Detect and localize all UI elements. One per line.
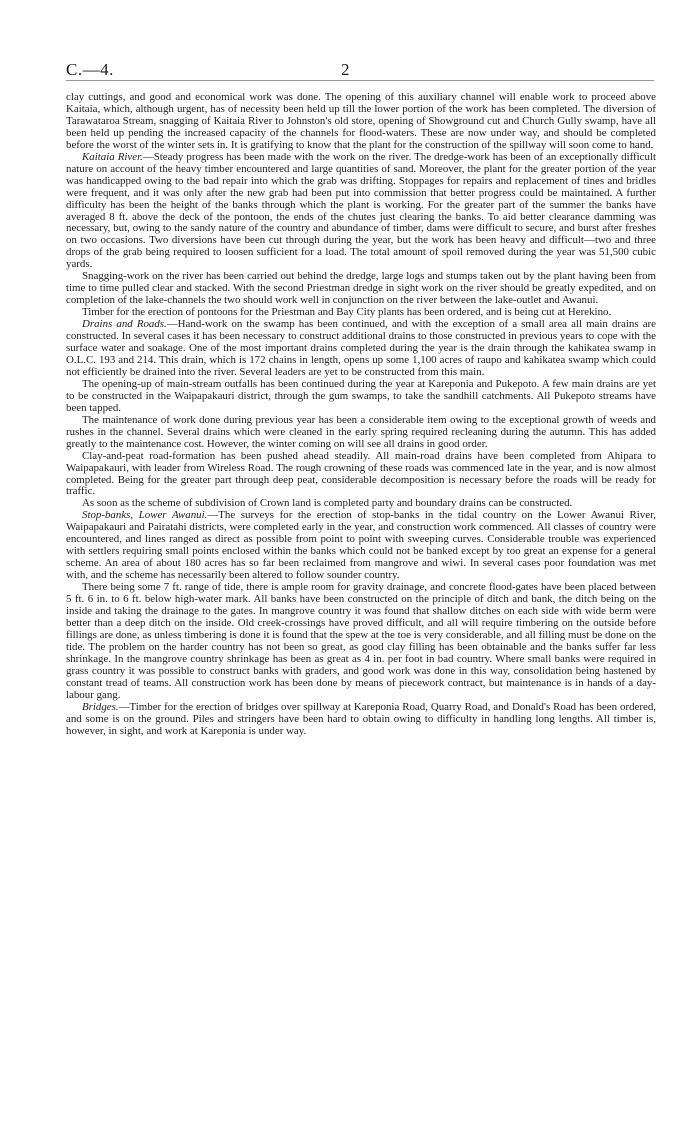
paragraph-lead: Kaitaia River. — [82, 150, 143, 163]
paragraph-text: The opening-up of main-stream outfalls has been continued during the year at Kareponia and Pukepoto. A few main drains are yet to be constructed in the Waipapakauri district, through the gum swamps, to take the sandhill catchments. All Pukepoto streams have been tapped. — [66, 377, 656, 414]
paragraph-lead: Bridges. — [82, 700, 119, 713]
header-divider — [66, 80, 654, 81]
paragraph-6 — [66, 379, 656, 415]
paragraph-text: Snagging-work on the river has been carried out behind the dredge, large logs and stumps taken out by the plant having been from time to time pulled clear and stacked. With the second Priestman dredge in sight work on the river should be greatly expedited, and on completion of the lake-channels the two should work well in conjunction on the river between the lake-outlet and Awanui. — [66, 270, 656, 307]
paragraph-text: As soon as the scheme of subdivision of Crown land is completed party and boundary drains can be constructed. — [82, 497, 573, 510]
paragraph-8 — [66, 451, 656, 499]
paragraph-text: —Timber for the erection of bridges over spillway at Kareponia Road, Quarry Road, and Donald's Road has been ordered, and some is on the ground. Piles and stringers have been hard to obtain owing to difficulty in handling long lengths. All timber is, however, in sight, and work at Kareponia is under way. — [66, 700, 656, 737]
paragraph-7 — [66, 415, 656, 451]
paragraph-5 — [66, 319, 656, 379]
paragraph-text: —Steady progress has been made with the work on the river. The dredge-work has been of an exceptionally difficult nature on account of the heavy timber encountered and large quantities of sand. Moreover, the plant for the greater portion of the year was handicapped owing to the bad repair into which the grab was drifting. Stoppages for repairs and replacement of tines and bridles were frequent, and it was only after the new grab had been put into commission that better progress could be maintained. A further difficulty has been the height of the banks through which the plant is working. For the greater part of the summer the banks have averaged 8 ft. above the deck of the pontoon, the ends of the chutes just clearing the banks. To aid better clearance damming was necessary, but, owing to the sandy nature of the country and abundance of timber, dams were difficult to secure, and burst after freshes on two occasions. Two diversions have been cut through during the year, but the work has been heavy and difficult—two and three drops of the grab being required to loosen sufficient for a load. The total amount of spoil removed during the year was 51,500 cubic yards. — [66, 150, 657, 271]
paragraph-11 — [66, 582, 656, 702]
paragraph-text: Clay-and-peat road-formation has been pushed ahead steadily. All main-road drains have been completed from Ahipara to Waipapakauri, with leader from Wireless Road. The rough crowning of these roads was commenced late in the year, and is now almost completed. Being for the greater part through deep peat, considerable decomposition is necessary before the roads will be ready for traffic. — [66, 449, 656, 498]
paragraph-lead: Drains and Roads. — [82, 318, 167, 331]
paragraph-2 — [66, 152, 656, 272]
paragraph-text: Timber for the erection of pontoons for the Priestman and Bay City plants has been ordered, and is being cut at Herekino. — [82, 306, 612, 319]
paragraph-text: clay cuttings, and good and economical work was done. The opening of this auxiliary channel will enable work to proceed above Kaitaia, which, although urgent, has of necessity been held up till the lower portion of the work has been completed. The diversion of Tarawataroa Stream, snagging of Kaitaia River to Johnston's old store, opening of Showground cut and Church Gully swamp, have all been held up pending the increased capacity of the channels for flood-waters. These are now under way, and should be completed before the worst of the winter sets in. It is gratifying to know that the plant for the construction of the spillway will soon come to hand. — [66, 91, 656, 151]
paragraph-1 — [66, 92, 656, 152]
body-text — [66, 92, 656, 737]
page-number: 2 — [341, 60, 350, 79]
paragraph-text: There being some 7 ft. range of tide, there is ample room for gravity drainage, and concrete flood-gates have been placed between 5 ft. 6 in. to 6 ft. below high-water mark. All banks have been constructed on the principle of ditch and bank, the ditch being on the inside and taking the drainage to the gates. In mangrove country it was found that shallow ditches on each side with wide berm were better than a deep ditch on the inside. Old creek-crossings have proved difficult, and all will require timbering on the outside before fillings are done, as unless timbering is done it is found that the spew at the toe is very considerable, and all filling must be done on the tide. The problem on the harder country has not been so great, as good clay filling has been obtainable and the banks suffer far less shrinkage. In the mangrove country shrinkage has been as great as 4 in. per foot in bad country. Where small banks were required in grass country it was possible to construct banks with graders, and good work was done in this way, consolidation being hastened by constant tread of teams. All construction work has been done by means of piecework contract, but maintenance is in hands of a day-labour gang. — [66, 581, 656, 701]
report-identifier: C.—4. — [66, 60, 114, 79]
paragraph-12 — [66, 702, 656, 738]
paragraph-10 — [66, 510, 656, 582]
paragraph-text: —Hand-work on the swamp has been continued, and with the exception of a small area all main drains are constructed. In several cases it has been necessary to construct additional drains to those constructed in previous years to cope with the surface water and soakage. One of the most important drains completed during the year is the drain through the kahikatea swamp in O.L.C. 193 and 214. This drain, which is 172 chains in length, opens up some 1,100 acres of raupo and kahikatea swamp which could not efficiently be drained into the river. Several leaders are yet to be constructed from this main. — [66, 318, 656, 378]
paragraph-lead: Stop-banks, Lower Awanui. — [82, 509, 208, 522]
paragraph-text: —The surveys for the erection of stop-banks in the tidal country on the Lower Awanui River, Waipapakauri and Pairatahi districts, were completed early in the year, and construction work commenced. All classes of country were encountered, and lines ranged as direct as possible from point to point with sweeping curves. Considerable trouble was experienced with settlers requiring small points enclosed within the banks which could not be banked except by too great an expense for a general scheme. An area of about 180 acres has so far been reclaimed from mangrove and wiwi. In several cases poor foundation was met with, and the scheme has necessarily been altered to follow sounder country. — [66, 509, 656, 582]
paragraph-text: The maintenance of work done during previous year has been a considerable item owing to the exceptional growth of weeds and rushes in the channel. Several drains which were cleaned in the early spring required recleaning during the autumn. This has added greatly to the maintenance cost. However, the winter coming on will see all drains in good order. — [66, 413, 656, 450]
paragraph-3 — [66, 271, 656, 307]
